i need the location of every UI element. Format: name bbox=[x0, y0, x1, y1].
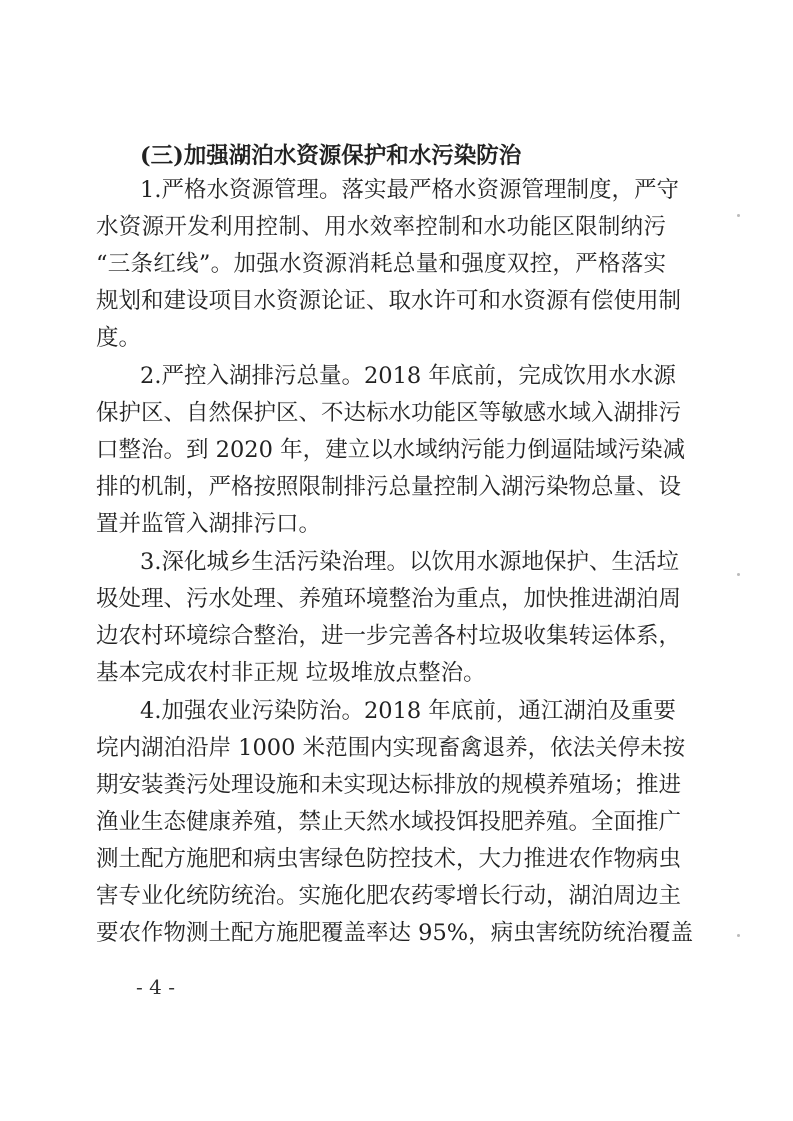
paragraph-4-line-5: 测土配方施肥和病虫害绿色防控技术，大力推进农作物病虫 bbox=[96, 846, 682, 872]
paragraph-4-line-4: 渔业生态健康养殖，禁止天然水域投饵投肥养殖。全面推广 bbox=[96, 809, 682, 835]
paragraph-2-line-5: 置并监管入湖排污口。 bbox=[96, 511, 322, 537]
paragraph-3-line-4: 基本完成农村非正规 垃圾堆放点整治。 bbox=[96, 660, 486, 686]
paragraph-4-line-3: 期安装粪污处理设施和未实现达标排放的规模养殖场；推进 bbox=[96, 772, 682, 798]
paragraph-2-line-4: 排的机制，严格按照限制排污总量控制入湖污染物总量、设 bbox=[96, 474, 682, 500]
paragraph-3-line-2: 圾处理、污水处理、养殖环境整治为重点，加快推进湖泊周 bbox=[96, 586, 682, 612]
paragraph-3-line-3: 边农村环境综合整治，进一步完善各村垃圾收集转运体系， bbox=[96, 623, 682, 649]
paragraph-1-line-1: 1.严格水资源管理。落实最严格水资源管理制度，严守 bbox=[140, 177, 679, 203]
paragraph-1-line-5: 度。 bbox=[96, 325, 142, 351]
scan-mark bbox=[737, 214, 740, 217]
paragraph-4-line-6: 害专业化统防统治。实施化肥农药零增长行动，湖泊周边主 bbox=[96, 883, 682, 909]
page-number: - 4 - bbox=[136, 975, 175, 999]
paragraph-4-line-2: 垸内湖泊沿岸 1000 米范围内实现畜禽退养，依法关停未按 bbox=[96, 735, 686, 761]
paragraph-2-line-3: 口整治。到 2020 年，建立以水域纳污能力倒逼陆域污染减 bbox=[96, 437, 686, 463]
paragraph-1-line-4: 规划和建设项目水资源论证、取水许可和水资源有偿使用制 bbox=[96, 288, 682, 314]
paragraph-1-line-3: “三条红线”。加强水资源消耗总量和强度双控，严格落实 bbox=[96, 251, 666, 277]
paragraph-4-line-1: 4.加强农业污染防治。2018 年底前，通江湖泊及重要 bbox=[140, 698, 676, 724]
paragraph-3-line-1: 3.深化城乡生活污染治理。以饮用水源地保护、生活垃 bbox=[140, 549, 679, 575]
paragraph-2-line-1: 2.严控入湖排污总量。2018 年底前，完成饮用水水源 bbox=[140, 363, 676, 389]
paragraph-1-line-2: 水资源开发利用控制、用水效率控制和水功能区限制纳污 bbox=[96, 214, 666, 240]
scan-mark bbox=[737, 573, 740, 576]
paragraph-2-line-2: 保护区、自然保护区、不达标水功能区等敏感水域入湖排污 bbox=[96, 400, 682, 426]
paragraph-4-line-7: 要农作物测土配方施肥覆盖率达 95%，病虫害统防统治覆盖 bbox=[96, 920, 694, 946]
section-heading: (三)加强湖泊水资源保护和水污染防治 bbox=[140, 143, 522, 169]
scan-mark bbox=[737, 934, 740, 937]
